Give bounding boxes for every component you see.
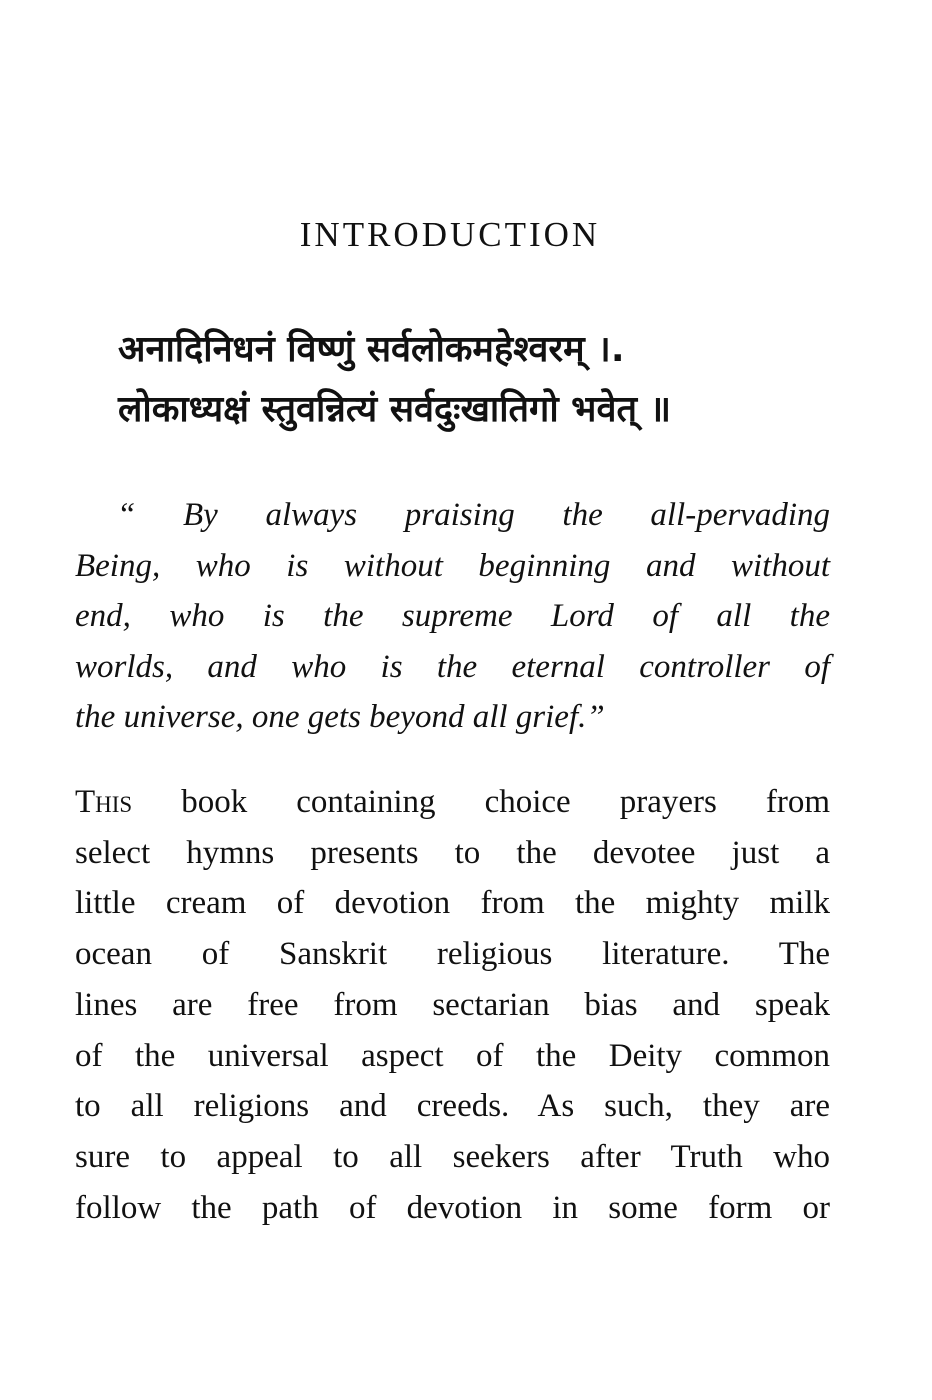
paragraph-line-text: book containing choice prayers from [132,784,830,820]
verse-translation [75,490,830,743]
paragraph-line [75,777,830,828]
translation-line: worlds, and who is the eternal controller of [75,648,830,685]
verse-line: लोकाध्यक्षं स्तुवन्नित्यं सर्वदुःखातिगो भवेत् ॥ [118,389,672,430]
translation-line: the universe, one gets beyond all grief.” [75,699,605,735]
paragraph-line: follow the path of devotion in some form or [75,1189,830,1226]
paragraph-line: sure to appeal to all seekers after Truth who [75,1138,830,1175]
paragraph-line: select hymns presents to the devotee just a [75,834,830,871]
introduction-paragraph [75,777,830,1233]
translation-line: “ By always praising the all-pervading [117,497,830,533]
paragraph-line: of the universal aspect of the Deity common [75,1037,830,1074]
sanskrit-verse [118,320,818,440]
chapter-heading: INTRODUCTION [299,215,601,254]
verse-line: अनादिनिधनं विष्णुं सर्वलोकमहेश्वरम् ।. [118,329,625,370]
paragraph-line: to all religions and creeds. As such, they are [75,1088,830,1125]
translation-line: Being, who is without beginning and without [75,547,830,584]
paragraph-line: lines are free from sectarian bias and speak [75,986,830,1023]
paragraph-line: little cream of devotion from the mighty milk [75,885,830,922]
drop-word: This [75,784,133,820]
paragraph-line: ocean of Sanskrit religious literature. The [75,936,830,973]
translation-line: end, who is the supreme Lord of all the [75,598,830,634]
